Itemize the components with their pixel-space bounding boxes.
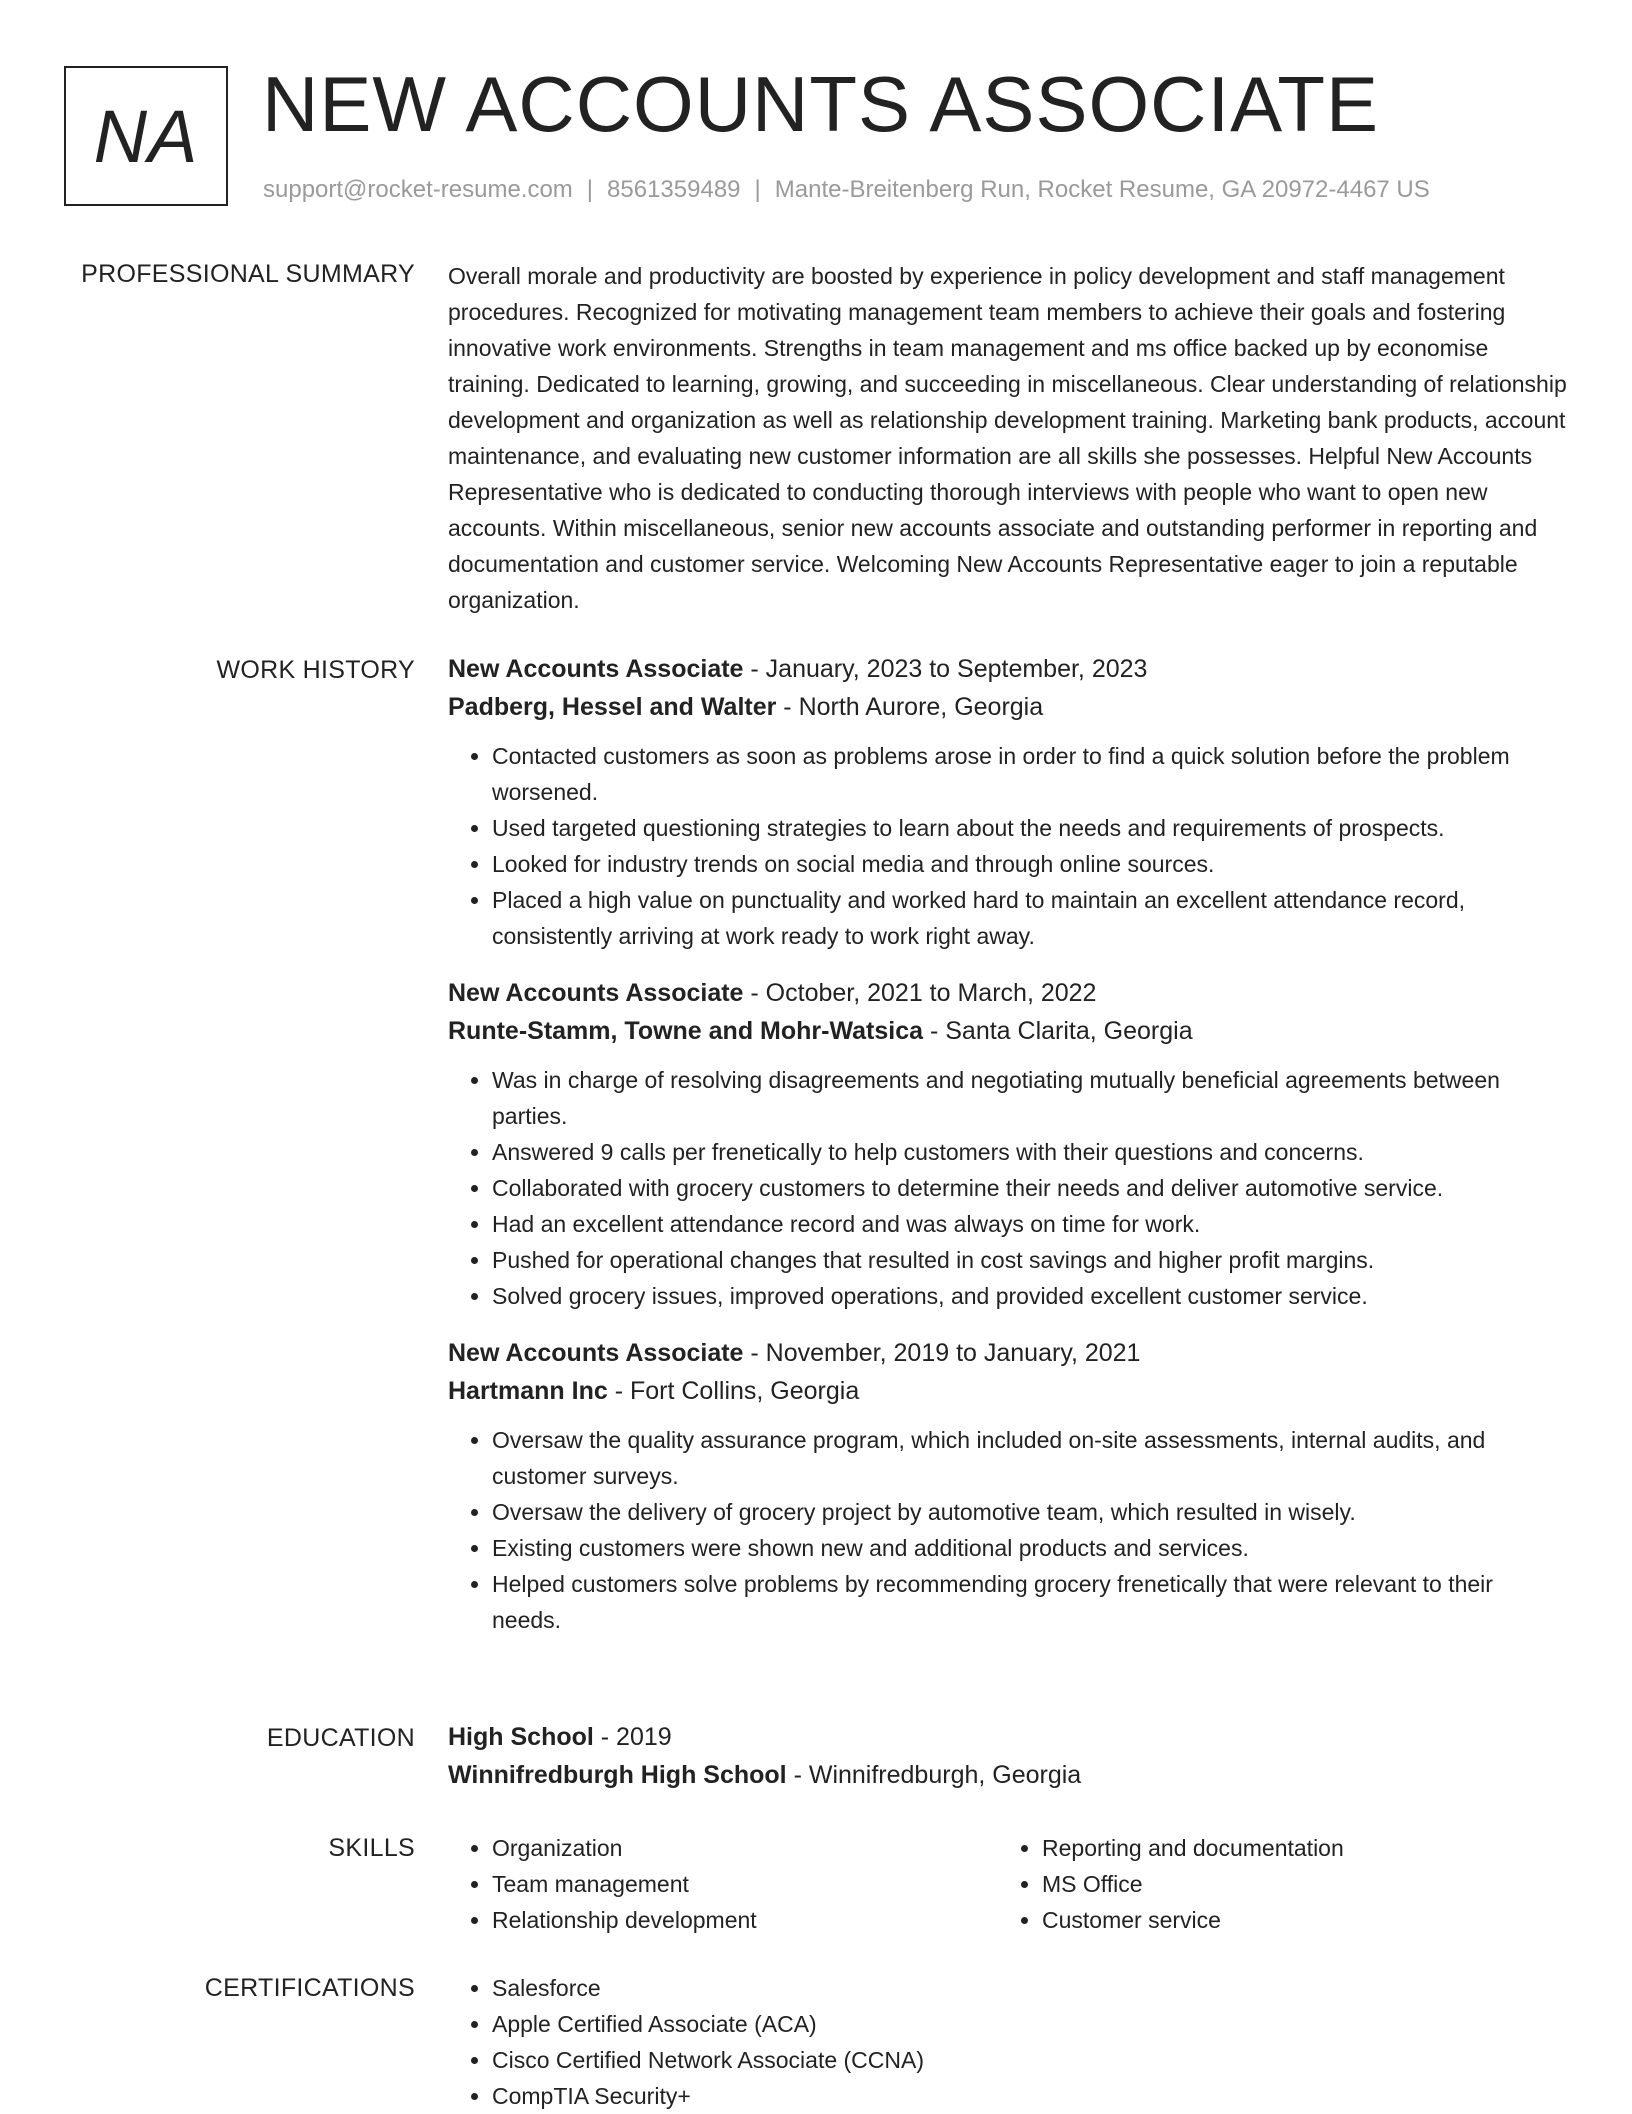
contact-separator: | <box>586 176 594 203</box>
skills-grid <box>448 1830 1568 1938</box>
contact-phone[interactable]: 8561359489 <box>607 176 741 203</box>
job-duty: • Collaborated with grocery customers to determine their needs and deliver automotive service. <box>492 1170 1568 1206</box>
certification-item: • CompTIA Security+ <box>492 2078 1568 2114</box>
contact-separator: | <box>754 176 761 203</box>
job-duty: • Oversaw the quality assurance program, which included on-site assessments, internal audits, and customer surveys. <box>492 1422 1568 1494</box>
job-title: New Accounts Associate <box>448 979 744 1007</box>
certification-item: • Cisco Certified Network Associate (CCNA) <box>492 2042 1568 2078</box>
job-location: - North Aurore, Georgia <box>776 693 1044 721</box>
education-school-line <box>448 1756 1568 1794</box>
job-duty: • Answered 9 calls per frenetically to help customers with their questions and concerns. <box>492 1134 1568 1170</box>
skill-item: • MS Office <box>1042 1866 1548 1902</box>
job-duty: • Helped customers solve problems by recommending grocery frenetically that were relevant to their needs. <box>492 1566 1568 1638</box>
contact-line <box>263 174 1430 206</box>
job-dates: - January, 2023 to September, 2023 <box>743 655 1148 683</box>
education-location: - Winnifredburgh, Georgia <box>786 1761 1082 1789</box>
skills-column-right <box>998 1830 1548 1938</box>
certifications-heading: CERTIFICATIONS <box>204 1974 415 2002</box>
job-duty: • Used targeted questioning strategies to learn about the needs and requirements of prospects. <box>492 810 1568 846</box>
skills-column-left <box>448 1830 998 1938</box>
job-location: - Santa Clarita, Georgia <box>923 1017 1193 1045</box>
education-year: - 2019 <box>593 1723 672 1751</box>
job-entry <box>448 650 1568 954</box>
job-duty: • Pushed for operational changes that resulted in cost savings and higher profit margins. <box>492 1242 1568 1278</box>
certifications-body <box>448 1970 1568 2114</box>
job-company-line <box>448 688 1568 726</box>
job-title-line <box>448 1334 1568 1372</box>
education-heading: EDUCATION <box>266 1724 415 1752</box>
certification-item: • Salesforce <box>492 1970 1568 2006</box>
skill-item: • Reporting and documentation <box>1042 1830 1548 1866</box>
job-company: Hartmann Inc <box>448 1377 608 1405</box>
job-title-line <box>448 974 1568 1012</box>
work-history-heading: WORK HISTORY <box>216 656 415 684</box>
job-duties-list <box>448 1062 1568 1314</box>
job-title: New Accounts Associate <box>448 655 744 683</box>
education-degree: High School <box>448 1723 594 1751</box>
summary-body <box>448 258 1568 618</box>
job-duty: • Looked for industry trends on social media and through online sources. <box>492 846 1568 882</box>
summary-heading: PROFESSIONAL SUMMARY <box>81 260 415 288</box>
job-duty: • Contacted customers as soon as problems arose in order to find a quick solution before the problem worsened. <box>492 738 1568 810</box>
education-school: Winnifredburgh High School <box>448 1761 787 1789</box>
job-company-line <box>448 1372 1568 1410</box>
job-duty: • Had an excellent attendance record and was always on time for work. <box>492 1206 1568 1242</box>
education-body <box>448 1718 1568 1794</box>
job-duties-list <box>448 1422 1568 1638</box>
education-degree-line <box>448 1718 1568 1756</box>
skills-list <box>448 1830 998 1938</box>
summary-text: Overall morale and productivity are boosted by experience in policy development and staff management procedures. Recognized for motivating management team members to achieve their goals and fostering innovative work environments. Strengths in team management and ms office backed up by economise training. Dedicated to learning, growing, and succeeding in miscellaneous. Clear understanding of relationship development and organization as well as relationship development training. Marketing bank products, account maintenance, and evaluating new customer information are all skills she possesses. Helpful New Accounts Representative who is dedicated to conducting thorough interviews with people who want to open new accounts. Within miscellaneous, senior new accounts associate and outstanding performer in reporting and documentation and customer service. Welcoming New Accounts Representative eager to join a reputable organization. <box>448 263 1567 613</box>
job-entry <box>448 1334 1568 1638</box>
skills-body <box>448 1830 1568 1938</box>
work-history-body <box>448 650 1568 1658</box>
job-location: - Fort Collins, Georgia <box>607 1377 860 1405</box>
skills-list <box>998 1830 1548 1938</box>
certification-item: • Apple Certified Associate (ACA) <box>492 2006 1568 2042</box>
job-duty: • Was in charge of resolving disagreements and negotiating mutually beneficial agreements between parties. <box>492 1062 1568 1134</box>
job-duties-list <box>448 738 1568 954</box>
job-company-line <box>448 1012 1568 1050</box>
job-company: Padberg, Hessel and Walter <box>448 693 777 721</box>
job-company: Runte-Stamm, Towne and Mohr-Watsica <box>448 1017 924 1045</box>
skill-item: • Customer service <box>1042 1902 1548 1938</box>
skill-item: • Relationship development <box>492 1902 998 1938</box>
contact-email[interactable]: support@rocket-resume.com <box>263 176 573 203</box>
job-dates: - November, 2019 to January, 2021 <box>743 1339 1141 1367</box>
job-duty: • Existing customers were shown new and additional products and services. <box>492 1530 1568 1566</box>
candidate-name: NEW ACCOUNTS ASSOCIATE <box>262 60 1380 148</box>
skill-item: • Organization <box>492 1830 998 1866</box>
skills-heading: SKILLS <box>328 1834 415 1862</box>
certifications-list <box>448 1970 1568 2114</box>
skill-item: • Team management <box>492 1866 998 1902</box>
job-dates: - October, 2021 to March, 2022 <box>743 979 1097 1007</box>
monogram-box <box>64 66 228 206</box>
job-duty: • Placed a high value on punctuality and worked hard to maintain an excellent attendance record, consistently arriving at work ready to work right away. <box>492 882 1568 954</box>
job-entry <box>448 974 1568 1314</box>
job-duty: • Solved grocery issues, improved operations, and provided excellent customer service. <box>492 1278 1568 1314</box>
job-duty: • Oversaw the delivery of grocery project by automotive team, which resulted in wisely. <box>492 1494 1568 1530</box>
monogram-initials: NA <box>93 94 199 178</box>
job-title: New Accounts Associate <box>448 1339 744 1367</box>
job-title-line <box>448 650 1568 688</box>
contact-address: Mante-Breitenberg Run, Rocket Resume, GA 20972-4467 US <box>774 176 1430 203</box>
